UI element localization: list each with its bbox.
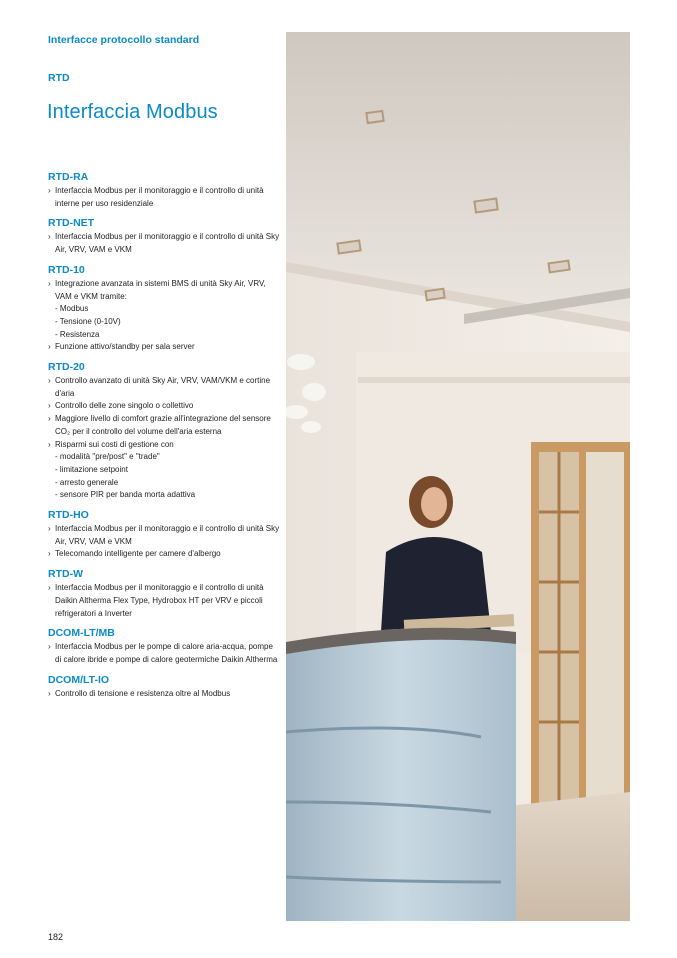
bullet-list	[48, 375, 280, 502]
bullet-list	[48, 185, 280, 210]
bullet-text: Risparmi sui costi di gestione con	[55, 439, 174, 449]
bullet-item	[48, 582, 280, 620]
product-name: RTD-RA	[48, 171, 89, 183]
product-name: RTD-W	[48, 568, 83, 581]
reception-photo	[286, 32, 630, 921]
bullet-list	[48, 523, 280, 561]
product-list	[48, 170, 280, 706]
bullet-text: Funzione attivo/standby per sala server	[55, 342, 195, 352]
bullet-text: Interfaccia Modbus per il monitoraggio e il controllo di unità Daikin Altherma Flex Type, Hydrobox HT per VRV e piccoli refrigeratori a Inverter	[55, 583, 264, 618]
product-section	[48, 216, 280, 256]
bullet-text: Interfaccia Modbus per il monitoraggio e il controllo di unità interne per uso residenziale	[55, 186, 264, 208]
product-name: RTD-10	[48, 263, 85, 276]
bullet-item	[48, 439, 280, 503]
bullet-text: Interfaccia Modbus per le pompe di calore aria-acqua, pompe di calore ibride e pompe di calore geotermiche Daikin Altherma	[55, 642, 278, 664]
product-section	[48, 508, 280, 561]
product-name: RTD-NET	[48, 217, 95, 230]
product-name: RTD-20	[48, 361, 85, 374]
category-label: RTD	[48, 72, 70, 84]
product-section	[48, 360, 280, 502]
page-title: Interfaccia Modbus	[47, 101, 218, 124]
bullet-list	[48, 641, 280, 666]
sub-item: - Resistenza	[55, 329, 100, 339]
sub-item: - Tensione (0-10V)	[55, 316, 121, 326]
bullet-item	[48, 400, 280, 413]
bullet-text: Controllo delle zone singolo o collettivo	[55, 401, 194, 411]
bullet-item	[48, 688, 280, 701]
sub-item: - arresto generale	[55, 477, 119, 487]
section-heading: Interfacce protocollo standard	[48, 34, 200, 46]
product-name: DCOM/LT-IO	[48, 673, 110, 686]
bullet-text: Maggiore livello di comfort grazie all'integrazione del sensore CO₂ per il controllo del volume dell'aria esterna	[55, 414, 271, 436]
bullet-list	[48, 278, 280, 354]
bullet-list	[48, 688, 280, 701]
sub-item: - Modbus	[55, 304, 89, 314]
bullet-item	[48, 231, 280, 256]
bullet-item	[48, 548, 280, 561]
bullet-item	[48, 375, 280, 400]
product-name: DCOM-LT/MB	[48, 627, 115, 640]
product-section	[48, 263, 280, 354]
bullet-item	[48, 341, 280, 354]
product-name: RTD-HO	[48, 509, 89, 522]
bullet-item	[48, 413, 280, 438]
bullet-text: Interfaccia Modbus per il monitoraggio e il controllo di unità Sky Air, VRV, VAM e VKM	[55, 524, 280, 546]
product-section	[48, 626, 280, 666]
sub-item: - limitazione setpoint	[55, 464, 128, 474]
bullet-text: Controllo avanzato di unità Sky Air, VRV, VAM/VKM e cortine d'aria	[55, 376, 271, 398]
sub-item: - modalità "pre/post" e "trade"	[55, 452, 160, 462]
page-number: 182	[48, 932, 64, 942]
bullet-item	[48, 185, 280, 210]
bullet-text: Controllo di tensione e resistenza oltre al Modbus	[55, 688, 231, 698]
bullet-list	[48, 231, 280, 256]
bullet-text: Telecomando intelligente per camere d'albergo	[55, 549, 221, 559]
sub-item: - sensore PIR per banda morta adattiva	[55, 490, 196, 500]
bullet-item	[48, 278, 280, 342]
bullet-text: Integrazione avanzata in sistemi BMS di unità Sky Air, VRV, VAM e VKM tramite:	[55, 278, 266, 301]
product-section	[48, 567, 280, 620]
product-section	[48, 170, 280, 210]
bullet-text: Interfaccia Modbus per il monitoraggio e il controllo di unità Sky Air, VRV, VAM e VKM	[55, 232, 280, 255]
bullet-item	[48, 641, 280, 666]
bullet-list	[48, 582, 280, 620]
product-section	[48, 673, 280, 701]
bullet-item	[48, 523, 280, 548]
